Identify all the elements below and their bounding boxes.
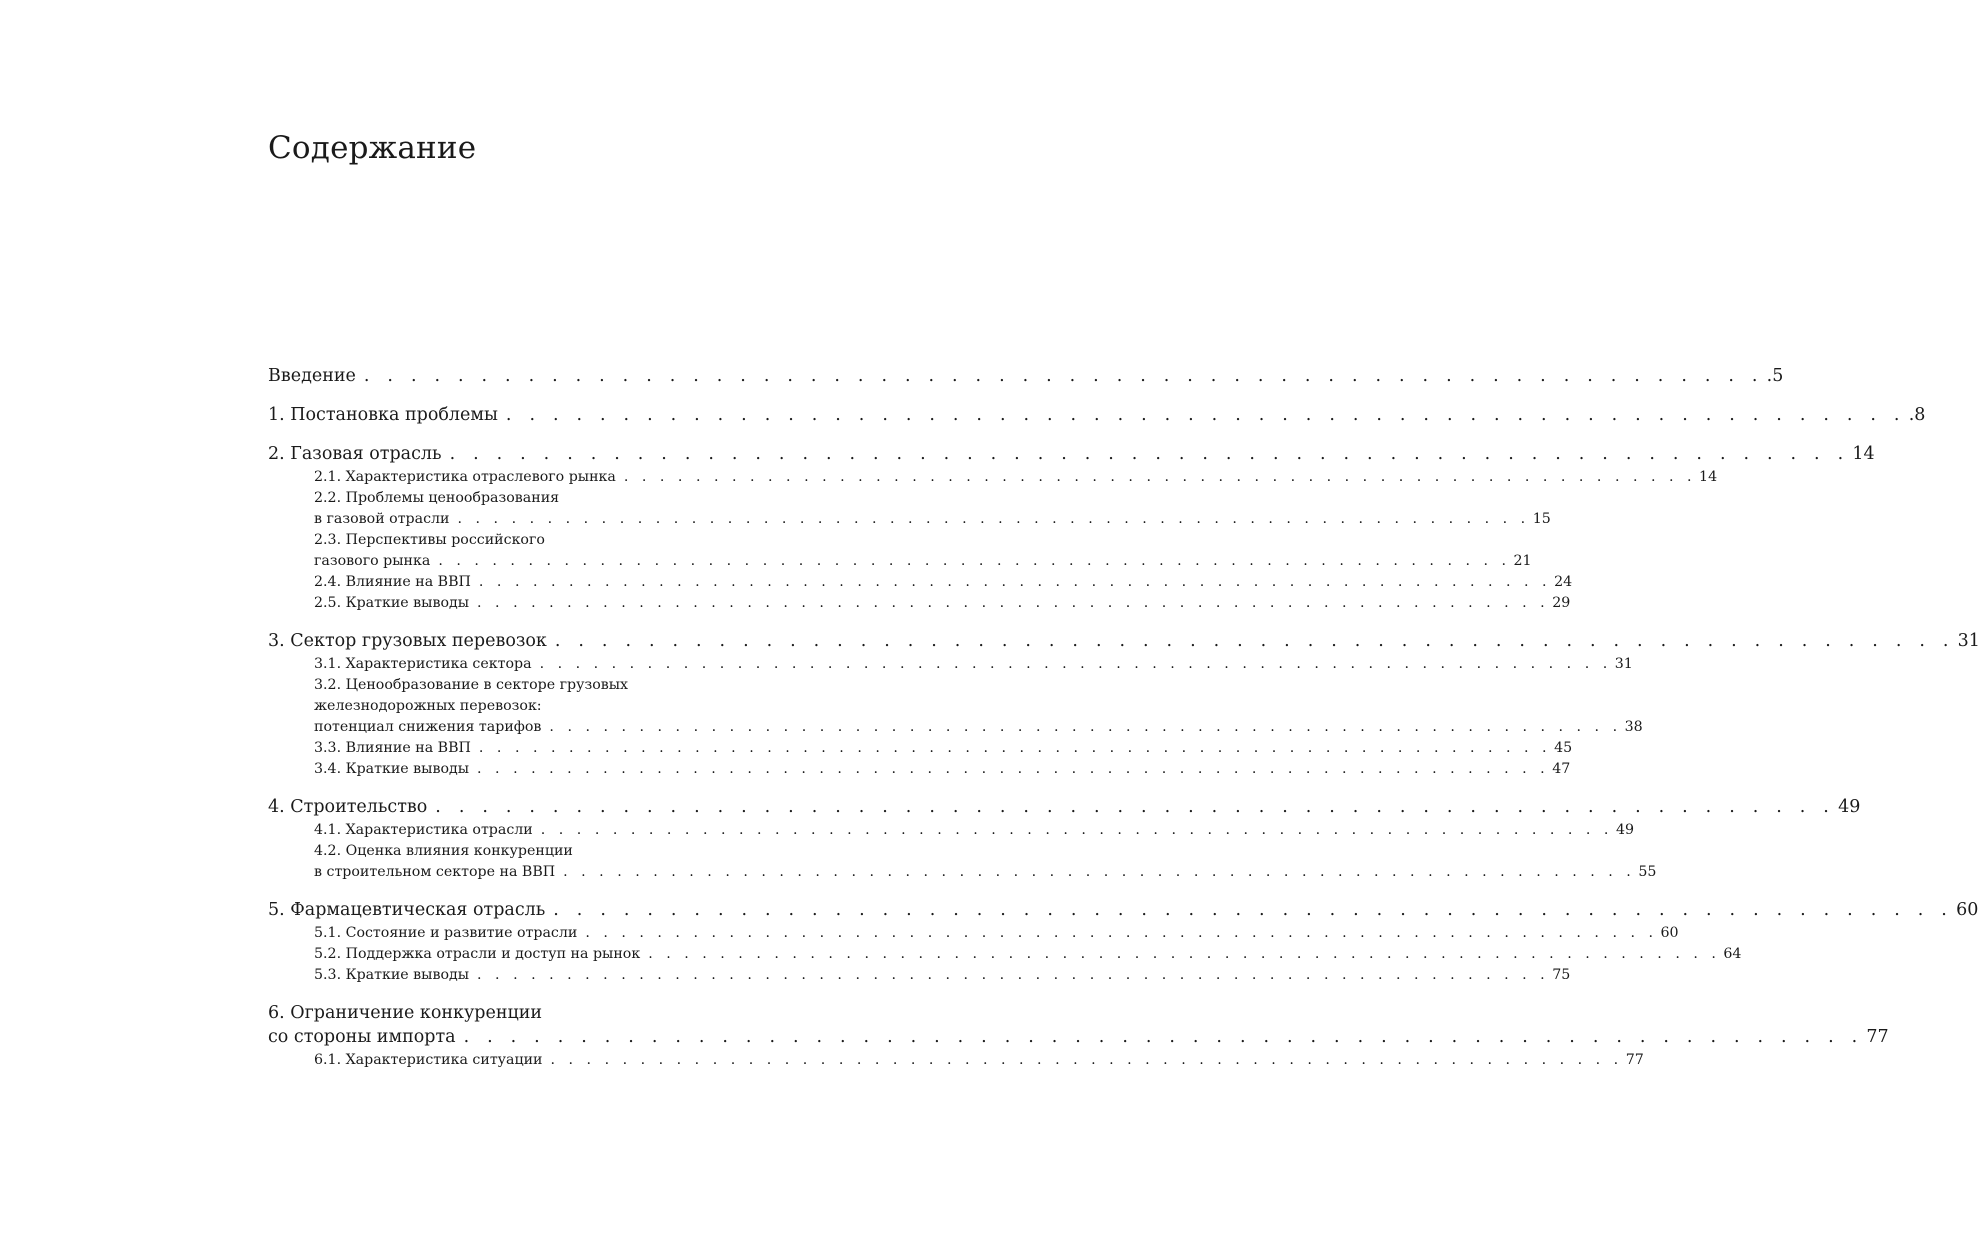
dot-leader: . . . . . . . . . . . . . . . . . . . . . . . . . . . . . . . . . . . . . . . . . . . . . . . . . . . . . . . . . . . .: [554, 631, 1955, 651]
dot-leader: . . . . . . . . . . . . . . . . . . . . . . . . . . . . . . . . . . . . . . . . . . . . . . . . . . . . . . . . . . . .: [457, 511, 1530, 527]
toc-entry[interactable]: [268, 442, 1875, 466]
toc-subentry[interactable]: [314, 593, 1571, 614]
toc-subentry-title-line: 2.2. Проблемы ценообразования: [314, 490, 560, 506]
toc-subentry[interactable]: [314, 1050, 1644, 1071]
toc-subentry-page: 64: [1723, 946, 1742, 962]
toc-subentry[interactable]: [314, 738, 1573, 759]
toc-entry[interactable]: [268, 898, 1979, 922]
toc-subentry-title: 3.1. Характеристика сектора: [314, 656, 532, 672]
toc-subentry-title-line: 3.2. Ценообразование в секторе грузовых: [314, 677, 629, 693]
toc-subentry[interactable]: [314, 965, 1571, 986]
toc-subentry[interactable]: [314, 467, 1718, 488]
dot-leader: . . . . . . . . . . . . . . . . . . . . . . . . . . . . . . . . . . . . . . . . . . . . . . . . . . . . . . . . . . . .: [648, 946, 1721, 962]
toc-subentry-title: 2.4. Влияние на ВВП: [314, 574, 471, 590]
dot-leader: . . . . . . . . . . . . . . . . . . . . . . . . . . . . . . . . . . . . . . . . . . . . . . . . . . . . . . . . . . . .: [553, 900, 1954, 920]
toc-entry[interactable]: [268, 629, 1980, 653]
toc-entry-title: 3. Сектор грузовых перевозок: [268, 631, 547, 651]
toc-entry-title: 5. Фармацевтическая отрасль: [268, 900, 546, 920]
toc-subentry[interactable]: [314, 820, 1634, 841]
dot-leader: . . . . . . . . . . . . . . . . . . . . . . . . . . . . . . . . . . . . . . . . . . . . . . . . . . . . . . . . . . . .: [540, 822, 1613, 838]
dot-leader: . . . . . . . . . . . . . . . . . . . . . . . . . . . . . . . . . . . . . . . . . . . . . . . . . . . . . . . . . . . .: [478, 574, 1552, 590]
toc-subsection-list: [314, 820, 1657, 883]
toc-section: [268, 629, 1980, 780]
toc-subentry-page: 75: [1552, 967, 1571, 983]
toc-subentry-title: 4.1. Характеристика отрасли: [314, 822, 533, 838]
dot-leader: . . . . . . . . . . . . . . . . . . . . . . . . . . . . . . . . . . . . . . . . . . . . . . . . . . . . . . . . . . . .: [550, 1052, 1623, 1068]
toc-subentry[interactable]: [314, 572, 1573, 593]
dot-leader: . . . . . . . . . . . . . . . . . . . . . . . . . . . . . . . . . . . . . . . . . . . . . . . . . . . . . . . . . . . .: [549, 719, 1622, 735]
dot-leader: . . . . . . . . . . . . . . . . . . . . . . . . . . . . . . . . . . . . . . . . . . . . . . . . . . . . . . . . . . . .: [438, 553, 1511, 569]
toc-subentry-last-line: [314, 551, 1532, 572]
toc-subentry[interactable]: [314, 530, 1532, 572]
dot-leader: . . . . . . . . . . . . . . . . . . . . . . . . . . . . . . . . . . . . . . . . . . . . . . . . . . . . . . . . . . . .: [435, 797, 1836, 817]
toc-subentry[interactable]: [314, 654, 1633, 675]
toc-entry-page: 14: [1852, 444, 1875, 464]
toc-subentry-title: 5.1. Состояние и развитие отрасли: [314, 925, 578, 941]
toc-subentry-page: 49: [1615, 822, 1634, 838]
dot-leader: . . . . . . . . . . . . . . . . . . . . . . . . . . . . . . . . . . . . . . . . . . . . . . . . . . . . . . . . . . . .: [463, 1027, 1864, 1047]
toc-entry-page: .8: [1908, 405, 1926, 425]
toc-section: [268, 795, 1861, 883]
toc-subentry-page: 60: [1660, 925, 1679, 941]
table-of-contents: [268, 364, 1980, 1086]
dot-leader: . . . . . . . . . . . . . . . . . . . . . . . . . . . . . . . . . . . . . . . . . . . . . . . . . . . . . . . . . . . .: [363, 366, 1764, 386]
toc-subentry-last-line: [314, 862, 1657, 883]
toc-subentry-title: 3.4. Краткие выводы: [314, 761, 470, 777]
toc-entry-title: 2. Газовая отрасль: [268, 444, 442, 464]
toc-subentry-title: в газовой отрасли: [314, 511, 450, 527]
toc-subentry-title: 2.5. Краткие выводы: [314, 595, 470, 611]
toc-subentry[interactable]: [314, 759, 1571, 780]
toc-subentry-page: 14: [1699, 469, 1718, 485]
toc-subentry-last-line: [314, 509, 1551, 530]
toc-subentry-page: 21: [1513, 553, 1532, 569]
toc-subentry-page: 77: [1625, 1052, 1644, 1068]
toc-entry-title: Введение: [268, 366, 356, 386]
toc-entry-page: .5: [1766, 366, 1784, 386]
toc-entry[interactable]: [268, 364, 1784, 388]
toc-entry-page: 31: [1957, 631, 1980, 651]
toc-subentry-title: 3.3. Влияние на ВВП: [314, 740, 471, 756]
toc-subentry-page: 24: [1554, 574, 1573, 590]
toc-section: [268, 442, 1875, 614]
dot-leader: . . . . . . . . . . . . . . . . . . . . . . . . . . . . . . . . . . . . . . . . . . . . . . . . . . . . . . . . . . . .: [563, 864, 1636, 880]
toc-subentry-title-line: 2.3. Перспективы российского: [314, 532, 545, 548]
dot-leader: . . . . . . . . . . . . . . . . . . . . . . . . . . . . . . . . . . . . . . . . . . . . . . . . . . . . . . . . . . . .: [477, 967, 1550, 983]
toc-entry-title: 4. Строительство: [268, 797, 428, 817]
dot-leader: . . . . . . . . . . . . . . . . . . . . . . . . . . . . . . . . . . . . . . . . . . . . . . . . . . . . . . . . . . . .: [449, 444, 1850, 464]
dot-leader: . . . . . . . . . . . . . . . . . . . . . . . . . . . . . . . . . . . . . . . . . . . . . . . . . . . . . . . . . . . .: [539, 656, 1612, 672]
toc-entry[interactable]: [268, 403, 1926, 427]
toc-subsection-list: [314, 923, 1742, 986]
toc-subsection-list: [314, 654, 1643, 780]
toc-subentry-title: потенциал снижения тарифов: [314, 719, 542, 735]
toc-subentry-title: 6.1. Характеристика ситуации: [314, 1052, 543, 1068]
toc-subentry-page: 29: [1552, 595, 1571, 611]
toc-entry-page: 77: [1866, 1027, 1889, 1047]
toc-subentry-page: 47: [1552, 761, 1571, 777]
toc-entry-last-line: [268, 1025, 1889, 1049]
dot-leader: . . . . . . . . . . . . . . . . . . . . . . . . . . . . . . . . . . . . . . . . . . . . . . . . . . . . . . . . . . . .: [505, 405, 1906, 425]
dot-leader: . . . . . . . . . . . . . . . . . . . . . . . . . . . . . . . . . . . . . . . . . . . . . . . . . . . . . . . . . . . .: [478, 740, 1552, 756]
toc-subentry-title: газового рынка: [314, 553, 431, 569]
toc-subentry-title-line: 4.2. Оценка влияния конкуренции: [314, 843, 573, 859]
toc-subentry-title: в строительном секторе на ВВП: [314, 864, 556, 880]
toc-entry-title-line: 6. Ограничение конкуренции: [268, 1003, 543, 1023]
toc-subentry[interactable]: [314, 841, 1657, 883]
toc-entry-page: 60: [1956, 900, 1979, 920]
toc-subsection-list: [314, 467, 1718, 614]
toc-subentry-title: 5.2. Поддержка отрасли и доступ на рынок: [314, 946, 641, 962]
toc-subentry-page: 38: [1624, 719, 1643, 735]
toc-entry-title: со стороны импорта: [268, 1027, 456, 1047]
toc-subentry[interactable]: [314, 675, 1643, 738]
dot-leader: . . . . . . . . . . . . . . . . . . . . . . . . . . . . . . . . . . . . . . . . . . . . . . . . . . . . . . . . . . . .: [585, 925, 1658, 941]
toc-entry-title: 1. Постановка проблемы: [268, 405, 498, 425]
toc-subentry[interactable]: [314, 923, 1679, 944]
toc-subsection-list: [314, 1050, 1644, 1071]
dot-leader: . . . . . . . . . . . . . . . . . . . . . . . . . . . . . . . . . . . . . . . . . . . . . . . . . . . . . . . . . . . .: [477, 761, 1550, 777]
toc-subentry-title: 5.3. Краткие выводы: [314, 967, 470, 983]
toc-subentry-title-line: железнодорожных перевозок:: [314, 698, 542, 714]
toc-section: [268, 1001, 1889, 1071]
toc-subentry[interactable]: [314, 488, 1551, 530]
dot-leader: . . . . . . . . . . . . . . . . . . . . . . . . . . . . . . . . . . . . . . . . . . . . . . . . . . . . . . . . . . . .: [623, 469, 1697, 485]
toc-entry[interactable]: [268, 1001, 1889, 1049]
toc-subentry-page: 45: [1554, 740, 1573, 756]
toc-section: [268, 364, 1784, 388]
toc-subentry[interactable]: [314, 944, 1742, 965]
dot-leader: . . . . . . . . . . . . . . . . . . . . . . . . . . . . . . . . . . . . . . . . . . . . . . . . . . . . . . . . . . . .: [477, 595, 1550, 611]
toc-subentry-page: 55: [1638, 864, 1657, 880]
toc-entry[interactable]: [268, 795, 1861, 819]
toc-section: [268, 403, 1926, 427]
toc-subentry-page: 31: [1614, 656, 1633, 672]
page-title: Содержание: [268, 130, 477, 166]
toc-section: [268, 898, 1979, 986]
toc-entry-page: 49: [1838, 797, 1861, 817]
toc-subentry-page: 15: [1532, 511, 1551, 527]
toc-subentry-last-line: [314, 717, 1643, 738]
toc-subentry-title: 2.1. Характеристика отраслевого рынка: [314, 469, 616, 485]
